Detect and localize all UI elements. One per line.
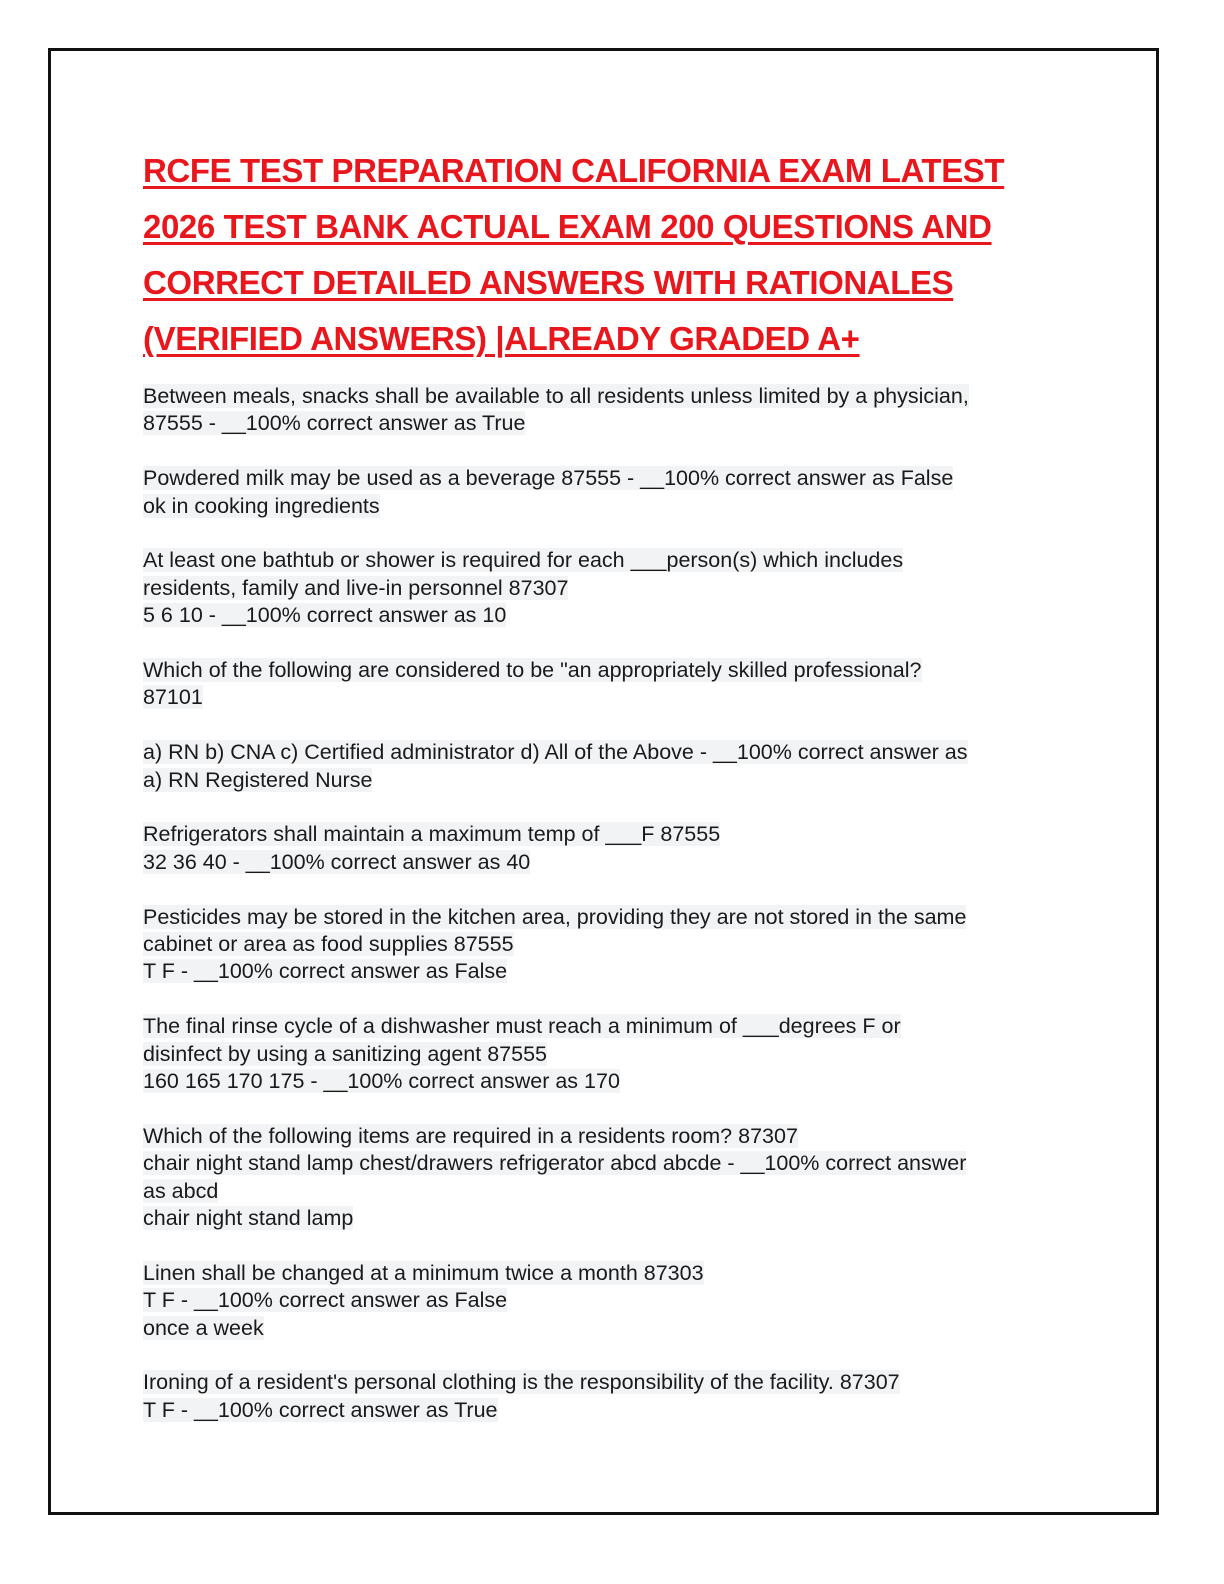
qa-item [143,1013,1078,1095]
qa-line [143,739,1078,766]
title-line: CORRECT DETAILED ANSWERS WITH RATIONALES [143,264,954,301]
qa-line-text: T F - __100% correct answer as False [143,959,508,984]
qa-item [143,739,1078,794]
qa-line [143,657,1078,684]
qa-line-text: At least one bathtub or shower is required for each ___person(s) which includes [143,548,904,573]
qa-line [143,410,1078,437]
qa-line [143,1013,1078,1040]
qa-line-text: a) RN b) CNA c) Certified administrator d) All of the Above - __100% correct answer as [143,740,968,765]
qa-line [143,493,1078,520]
qa-item [143,657,1078,712]
qa-item [143,465,1078,520]
qa-line [143,575,1078,602]
qa-line-text: a) RN Registered Nurse [143,767,373,792]
document-title [143,143,1103,367]
qa-line-text: The final rinse cycle of a dishwasher must reach a minimum of ___degrees F or [143,1014,901,1039]
qa-item [143,1123,1078,1233]
qa-line [143,1315,1078,1342]
qa-line [143,465,1078,492]
qa-line [143,1178,1078,1205]
qa-line [143,602,1078,629]
qa-line [143,1068,1078,1095]
qa-line [143,383,1078,410]
qa-line-text: Which of the following are considered to be "an appropriately skilled professional? [143,658,922,683]
qa-line [143,1287,1078,1314]
qa-line [143,767,1078,794]
qa-line [143,1397,1078,1424]
qa-item [143,821,1078,876]
qa-line-text: chair night stand lamp chest/drawers refrigerator abcd abcde - __100% correct answer [143,1151,967,1176]
qa-line [143,821,1078,848]
qa-line-text: Ironing of a resident's personal clothing is the responsibility of the facility. 87307 [143,1370,900,1395]
qa-line-text: Pesticides may be stored in the kitchen area, providing they are not stored in the same [143,904,967,929]
qa-line [143,1041,1078,1068]
title-line: RCFE TEST PREPARATION CALIFORNIA EXAM LATEST [143,152,1005,189]
qa-line-text: T F - __100% correct answer as False [143,1288,508,1313]
qa-line-text: 160 165 170 175 - __100% correct answer as 170 [143,1069,620,1094]
qa-line-text: 87101 [143,685,203,710]
qa-line-text: cabinet or area as food supplies 87555 [143,932,514,957]
qa-line [143,1369,1078,1396]
title-line: 2026 TEST BANK ACTUAL EXAM 200 QUESTIONS AND [143,208,992,245]
qa-line [143,1150,1078,1177]
qa-line [143,849,1078,876]
qa-line-text: disinfect by using a sanitizing agent 87555 [143,1041,547,1066]
qa-line-text: 32 36 40 - __100% correct answer as 40 [143,849,531,874]
qa-list [143,383,1078,1452]
qa-line-text: 87555 - __100% correct answer as True [143,411,526,436]
qa-item [143,904,1078,986]
qa-line [143,1123,1078,1150]
qa-item [143,1369,1078,1424]
qa-line [143,684,1078,711]
qa-line [143,1260,1078,1287]
qa-line-text: Powdered milk may be used as a beverage 87555 - __100% correct answer as False [143,466,954,491]
qa-line-text: Between meals, snacks shall be available to all residents unless limited by a physician, [143,384,969,408]
qa-line [143,547,1078,574]
qa-line-text: Linen shall be changed at a minimum twice a month 87303 [143,1260,704,1285]
qa-line [143,904,1078,931]
qa-line [143,931,1078,958]
qa-item [143,547,1078,629]
qa-line-text: Which of the following items are required in a residents room? 87307 [143,1123,798,1148]
qa-line [143,1205,1078,1232]
qa-line [143,958,1078,985]
qa-item [143,1260,1078,1342]
qa-line-text: T F - __100% correct answer as True [143,1397,498,1422]
qa-line-text: once a week [143,1315,264,1340]
title-line: (VERIFIED ANSWERS) |ALREADY GRADED A+ [143,320,860,357]
qa-line-text: 5 6 10 - __100% correct answer as 10 [143,603,507,628]
qa-line-text: chair night stand lamp [143,1206,354,1231]
qa-line-text: ok in cooking ingredients [143,493,380,518]
qa-item [143,383,1078,438]
qa-line-text: residents, family and live-in personnel 87307 [143,575,569,600]
qa-line-text: as abcd [143,1178,219,1203]
qa-line-text: Refrigerators shall maintain a maximum temp of ___F 87555 [143,822,721,847]
